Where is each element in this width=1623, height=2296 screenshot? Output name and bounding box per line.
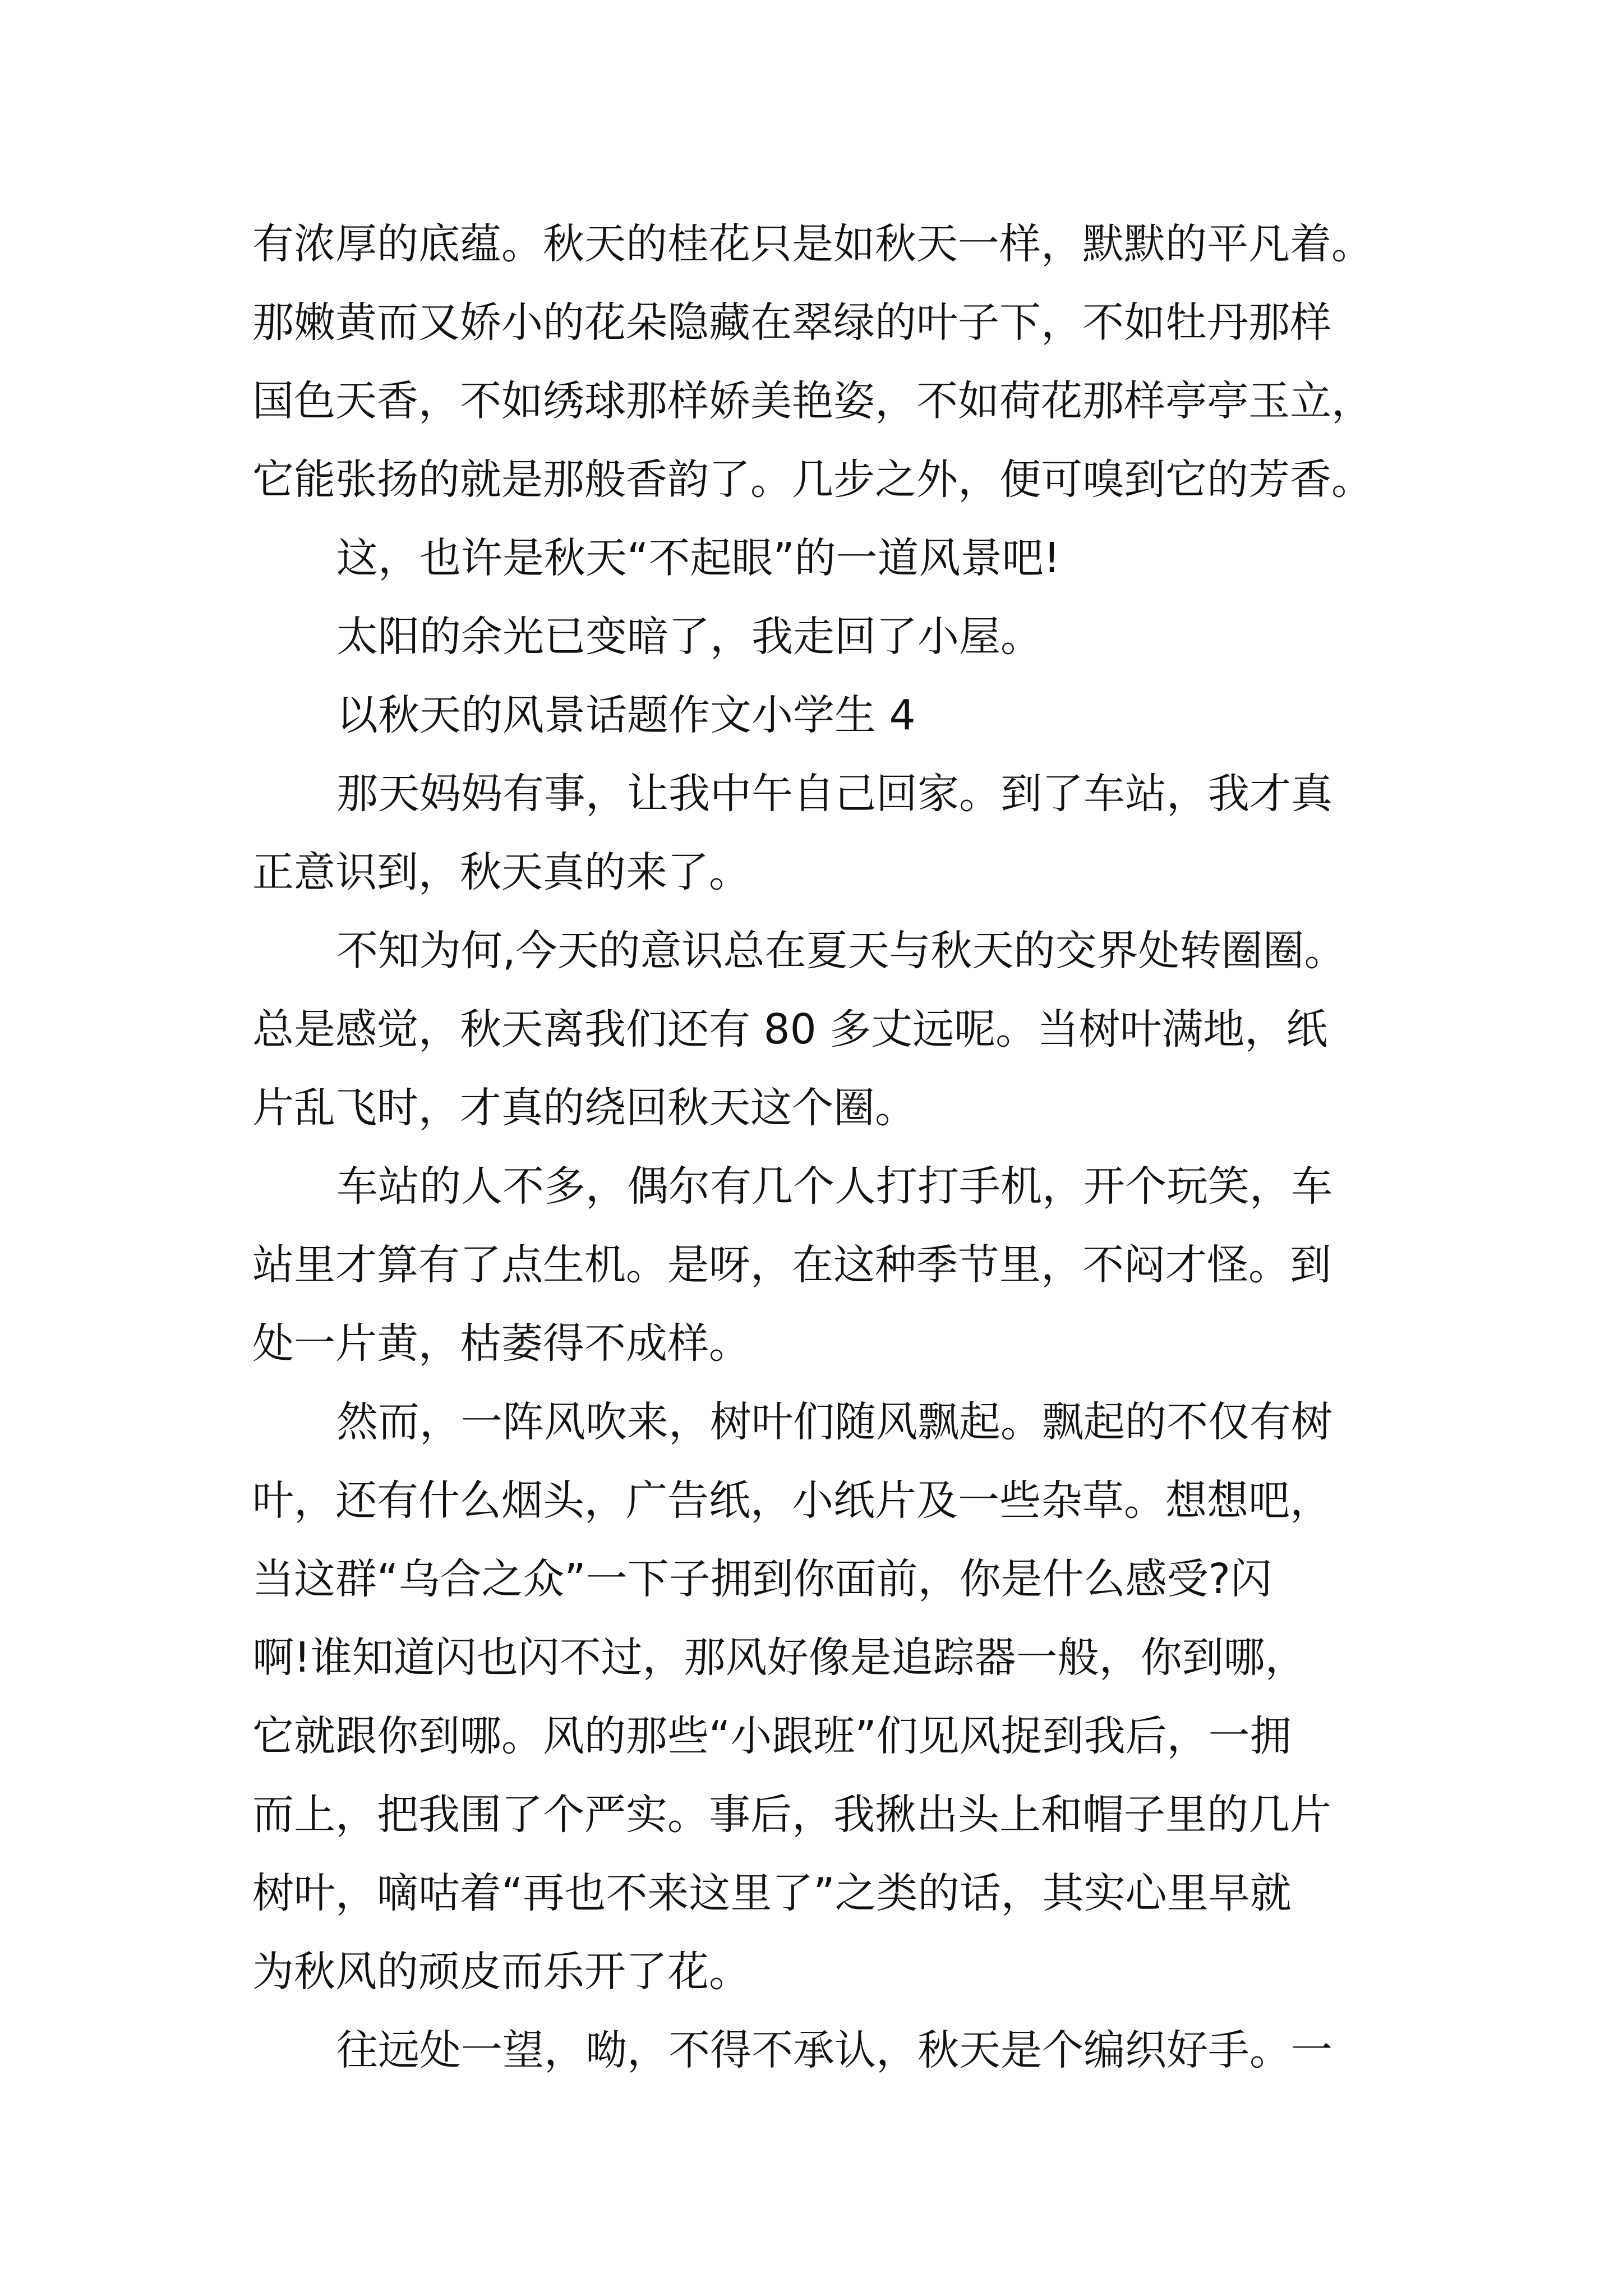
text-line: 正意识到，秋天真的来了。 <box>252 848 750 896</box>
text-line: 处一片黄，枯萎得不成样。 <box>252 1319 750 1368</box>
text-line: 有浓厚的底蕴。秋天的桂花只是如秋天一样，默默的平凡着。 <box>252 220 1373 268</box>
text-line: 它就跟你到哪。风的那些“小跟班”们见风捉到我后，一拥 <box>252 1712 1292 1760</box>
text-line: 车站的人不多，偶尔有几个人打打手机，开个玩笑，车 <box>336 1162 1332 1211</box>
text-line: 当这群“乌合之众”一下子拥到你面前，你是什么感受?闪 <box>252 1555 1272 1603</box>
text-line: 站里才算有了点生机。是呀，在这种季节里，不闷才怪。到 <box>252 1241 1331 1289</box>
text-line: 那天妈妈有事，让我中午自己回家。到了车站，我才真 <box>336 770 1332 818</box>
text-line: 这，也许是秋天“不起眼”的一道风景吧! <box>336 534 1061 582</box>
text-line: 那嫩黄而又娇小的花朵隐藏在翠绿的叶子下，不如牡丹那样 <box>252 298 1331 347</box>
text-line: 国色天香，不如绣球那样娇美艳姿，不如荷花那样亭亭玉立， <box>252 377 1373 425</box>
text-line: 叶，还有什么烟头，广告纸，小纸片及一些杂草。想想吧， <box>252 1476 1331 1525</box>
text-line: 总是感觉，秋天离我们还有 80 多丈远呢。当树叶满地，纸 <box>252 1005 1328 1053</box>
text-line: 太阳的余光已变暗了，我走回了小屋。 <box>336 613 1042 661</box>
text-line: 啊!谁知道闪也闪不过，那风好像是追踪器一般，你到哪， <box>252 1634 1307 1682</box>
text-line: 片乱飞时，才真的绕回秋天这个圈。 <box>252 1084 916 1132</box>
text-line: 它能张扬的就是那般香韵了。几步之外，便可嗅到它的芳香。 <box>252 455 1373 504</box>
text-line: 为秋风的顽皮而乐开了花。 <box>252 1948 750 1996</box>
text-line: 不知为何,今天的意识总在夏天与秋天的交界处转圈圈。 <box>336 927 1346 975</box>
text-line: 然而，一阵风吹来，树叶们随风飘起。飘起的不仅有树 <box>336 1398 1332 1446</box>
text-line: 树叶，嘀咕着“再也不来这里了”之类的话，其实心里早就 <box>252 1869 1292 1917</box>
text-line: 而上，把我围了个严实。事后，我揪出头上和帽子里的几片 <box>252 1791 1331 1839</box>
section-heading: 以秋天的风景话题作文小学生 4 <box>336 691 916 739</box>
text-line: 往远处一望，呦，不得不承认，秋天是个编织好手。一 <box>336 2026 1332 2074</box>
